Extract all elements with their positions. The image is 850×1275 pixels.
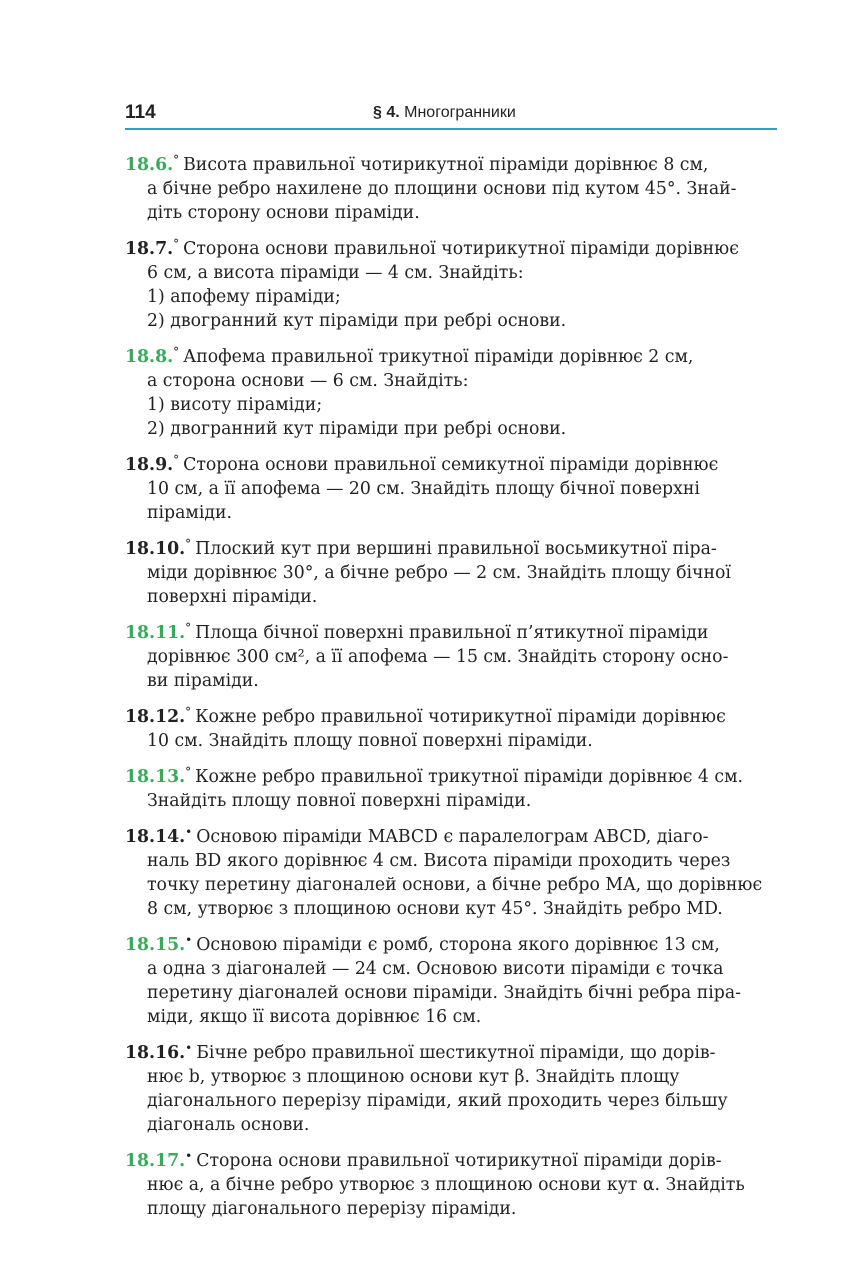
problem-text-line: 1) висоту піраміди; xyxy=(147,395,323,415)
problem-item xyxy=(125,340,777,441)
problem-item xyxy=(125,232,777,333)
problem-text-line: ви піраміди. xyxy=(147,671,259,691)
problem-text-line: Плоский кут при вершині правильної восьмикутної пірa- xyxy=(195,539,717,559)
problem-text-line: діагональ основи. xyxy=(147,1115,310,1135)
difficulty-mark: • xyxy=(185,825,193,839)
problem-item xyxy=(125,1036,777,1137)
problem-text-line: Кожне ребро правильної чотирикутної піраміди дорівнює xyxy=(195,707,726,727)
problem-number: 18.9. xyxy=(125,455,174,475)
problem-text-line: 1) апофему піраміди; xyxy=(147,287,341,307)
problem-number: 18.11. xyxy=(125,623,186,643)
problem-number: 18.6. xyxy=(125,155,174,175)
problem-text-line: 10 см, а її апофема — 20 см. Знайдіть площу бічної поверхні xyxy=(147,479,700,499)
problem-item xyxy=(125,148,777,225)
problem-text-line: Бічне ребро правильної шестикутної піраміди, що дорів- xyxy=(196,1043,716,1063)
problem-text-line: Апофема правильної трикутної піраміди дорівнює 2 см, xyxy=(183,347,694,367)
problem-text-line: 6 см, а висота піраміди — 4 см. Знайдіть: xyxy=(147,263,524,283)
problem-list xyxy=(125,148,777,1228)
problem-text-line: точку перетину діагоналей основи, а бічне ребро MA, що дорівнює xyxy=(147,875,763,895)
problem-number: 18.12. xyxy=(125,707,186,727)
problem-text-line: площу діагонального перерізу піраміди. xyxy=(147,1199,517,1219)
problem-text-line: діагонального перерізу піраміди, який проходить через більшу xyxy=(147,1091,728,1111)
problem-text-line: 2) двогранний кут піраміди при ребрі основи. xyxy=(147,419,567,439)
problem-text-line: Основою піраміди MABCD є паралелограм ABCD, діаго- xyxy=(196,827,709,847)
problem-text-line: Площа бічної поверхні правильної п’ятикутної піраміди xyxy=(195,623,709,643)
problem-text-line: поверхні піраміди. xyxy=(147,587,318,607)
problem-item xyxy=(125,1144,777,1221)
problem-number: 18.13. xyxy=(125,767,186,787)
problem-item xyxy=(125,820,777,921)
problem-text-line: наль BD якого дорівнює 4 см. Висота піраміди проходить через xyxy=(147,851,731,871)
difficulty-mark: ° xyxy=(173,453,180,467)
problem-item xyxy=(125,448,777,525)
problem-item xyxy=(125,532,777,609)
problem-number: 18.10. xyxy=(125,539,186,559)
difficulty-mark: ° xyxy=(173,345,180,359)
difficulty-mark: • xyxy=(185,933,193,947)
problem-text-line: Висота правильної чотирикутної піраміди дорівнює 8 см, xyxy=(183,155,709,175)
problem-text-line: а одна з діагоналей — 24 см. Основою висоти піраміди є точка xyxy=(147,959,724,979)
problem-item xyxy=(125,760,777,813)
problem-item xyxy=(125,616,777,693)
problem-number: 18.8. xyxy=(125,347,174,367)
difficulty-mark: ° xyxy=(185,621,192,635)
problem-item xyxy=(125,700,777,753)
problem-number: 18.14. xyxy=(125,827,186,847)
problem-text-line: міди дорівнює 30°, а бічне ребро — 2 см. Знайдіть площу бічної xyxy=(147,563,731,583)
problem-text-line: Основою піраміди є ромб, сторона якого дорівнює 13 см, xyxy=(196,935,720,955)
problem-number: 18.16. xyxy=(125,1043,186,1063)
difficulty-mark: ° xyxy=(185,705,192,719)
problem-text-line: діть сторону основи піраміди. xyxy=(147,203,420,223)
problem-text-line: а бічне ребро нахилене до площини основи під кутом 45°. Знай- xyxy=(147,179,737,199)
problem-text-line: Сторона основи правильної чотирикутної піраміди дорівнює xyxy=(183,239,739,259)
difficulty-mark: • xyxy=(185,1149,193,1163)
page-header xyxy=(125,100,777,130)
difficulty-mark: • xyxy=(185,1041,193,1055)
problem-text-line: Сторона основи правильної семикутної піраміди дорівнює xyxy=(183,455,719,475)
section-title xyxy=(373,104,516,122)
problem-item xyxy=(125,928,777,1029)
problem-text-line: Знайдіть площу повної поверхні піраміди. xyxy=(147,791,532,811)
difficulty-mark: ° xyxy=(185,537,192,551)
page-number: 114 xyxy=(125,102,156,123)
problem-text-line: перетину діагоналей основи піраміди. Знайдіть бічні ребра піра- xyxy=(147,983,741,1003)
problem-text-line: 10 см. Знайдіть площу повної поверхні піраміди. xyxy=(147,731,593,751)
problem-number: 18.15. xyxy=(125,935,186,955)
difficulty-mark: ° xyxy=(173,153,180,167)
problem-text-line: Сторона основи правильної чотирикутної піраміди дорів- xyxy=(196,1151,722,1171)
problem-number: 18.17. xyxy=(125,1151,186,1171)
problem-text-line: нює a, а бічне ребро утворює з площиною основи кут α. Знайдіть xyxy=(147,1175,745,1195)
problem-number: 18.7. xyxy=(125,239,174,259)
problem-text-line: міди, якщо її висота дорівнює 16 см. xyxy=(147,1007,482,1027)
section-name: Многогранники xyxy=(404,104,516,121)
problem-text-line: 2) двогранний кут піраміди при ребрі основи. xyxy=(147,311,567,331)
problem-text-line: а сторона основи — 6 см. Знайдіть: xyxy=(147,371,469,391)
section-mark: § 4. xyxy=(373,104,400,121)
problem-text-line: нює b, утворює з площиною основи кут β. Знайдіть площу xyxy=(147,1067,680,1087)
problem-text-line: 8 см, утворює з площиною основи кут 45°. Знайдіть ребро MD. xyxy=(147,899,723,919)
difficulty-mark: ° xyxy=(185,765,192,779)
problem-text-line: піраміди. xyxy=(147,503,233,523)
problem-text-line: Кожне ребро правильної трикутної піраміди дорівнює 4 см. xyxy=(195,767,744,787)
difficulty-mark: ° xyxy=(173,237,180,251)
problem-text-line: дорівнює 300 см², а її апофема — 15 см. Знайдіть сторону осно- xyxy=(147,647,729,667)
